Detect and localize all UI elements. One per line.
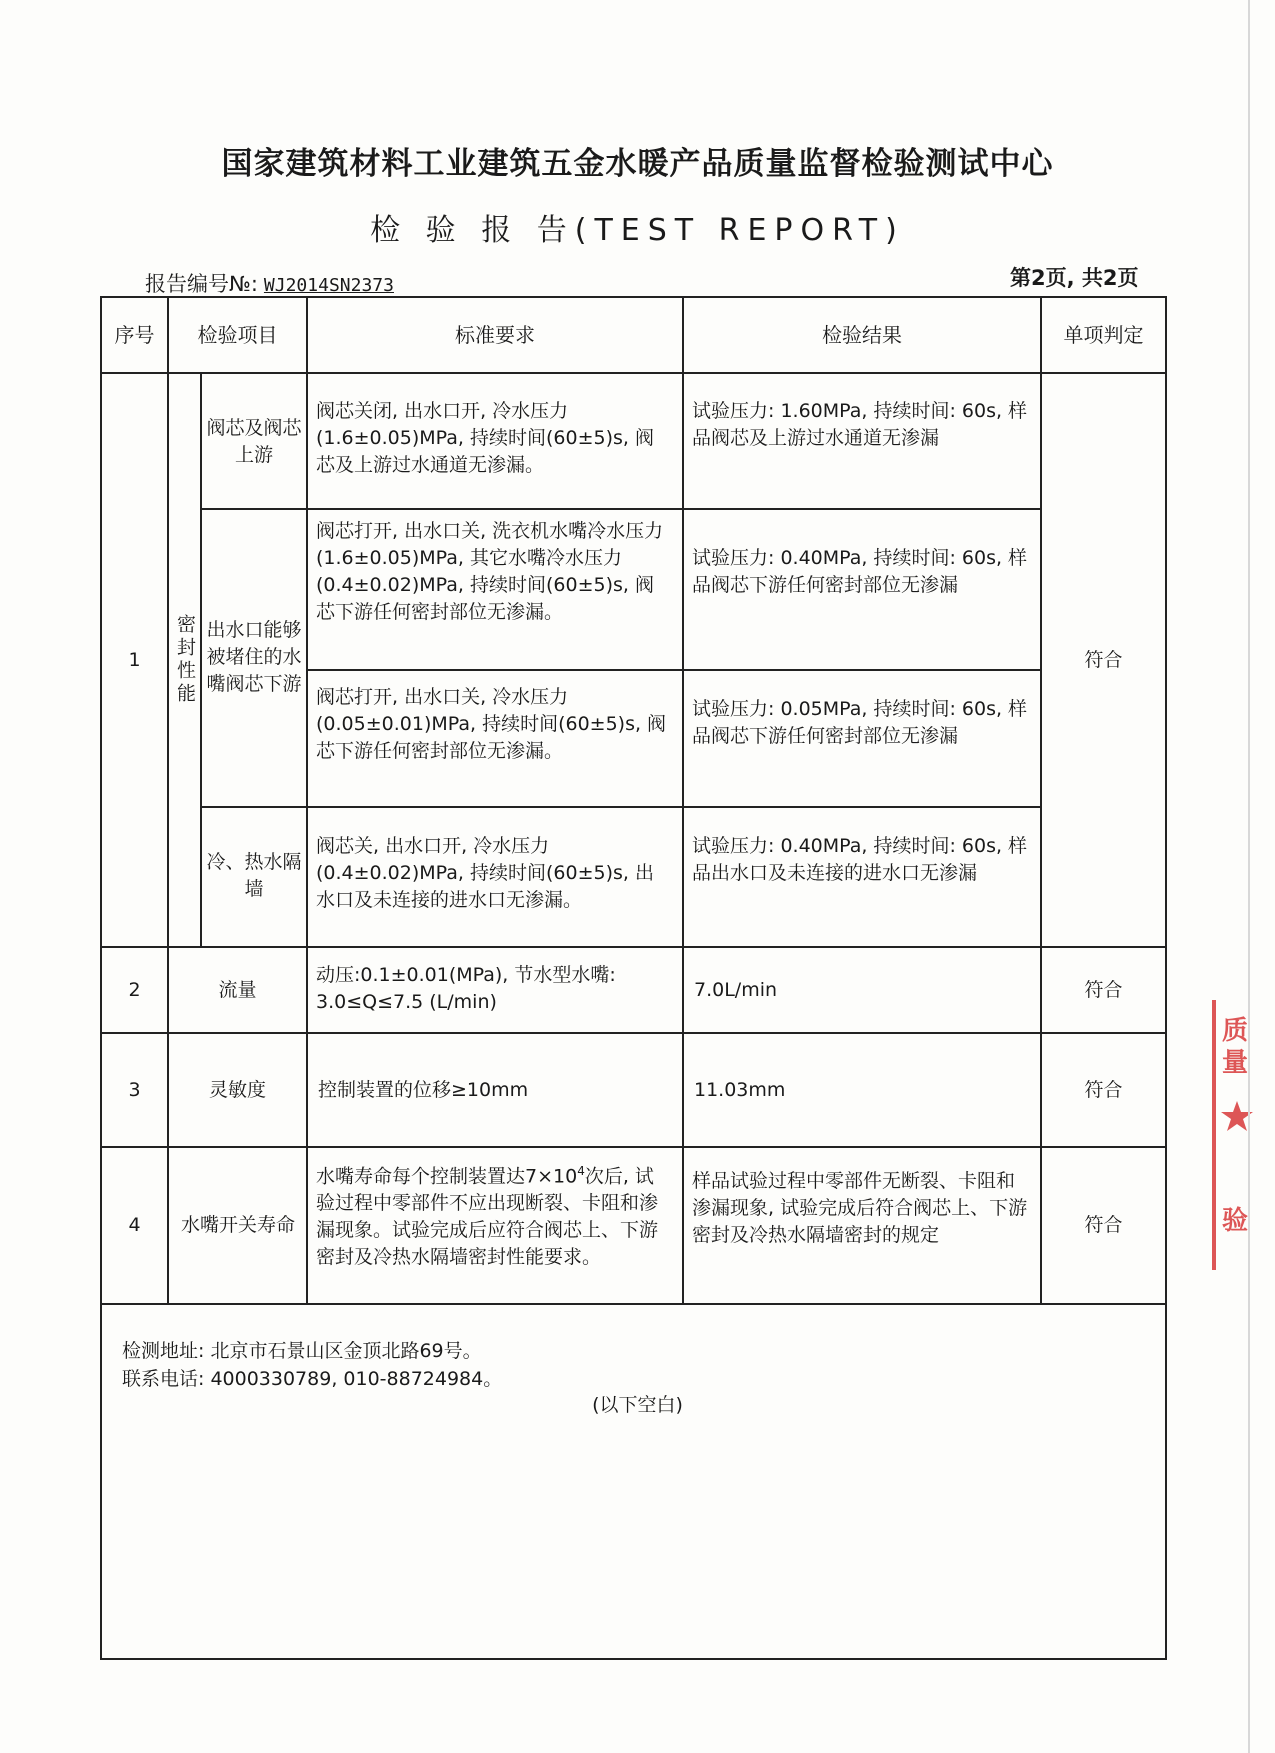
row-2-seq: 2 [128,978,141,1001]
row-4-standard-part-2: 次后, 试验过程中零部件不应出现断裂、卡阻和渗漏现象。试验完成后应符合阀芯上、下游密封及冷热水隔墙密封性能要求。 [316,1165,659,1269]
report-org-title: 国家建筑材料工业建筑五金水暖产品质量监督检验测试中心 [221,146,1054,182]
row-1-subitem-3: 冷、热水隔墙 [206,851,302,900]
row-1-standard-1: 阀芯关闭, 出水口开, 冷水压力(1.6±0.05)MPa, 持续时间(60±5)s, 阀芯及上游过水通道无渗漏。 [316,400,654,476]
row-1-result-2: 试验压力: 0.40MPa, 持续时间: 60s, 样品阀芯下游任何密封部位无渗漏 [692,547,1028,596]
seal-char: 验 [1222,1206,1249,1236]
contact-phone: 联系电话: 4000330789, 010-88724984。 [122,1368,503,1390]
row-4-verdict: 符合 [1084,1214,1123,1236]
row-2-result: 7.0L/min [694,978,778,1001]
row-1-subitem-1: 阀芯及阀芯上游 [206,417,302,466]
header-seq: 序号 [114,322,155,347]
seal-char: 量 [1222,1048,1249,1078]
row-1-subitem-2: 出水口能够被堵住的水嘴阀芯下游 [206,618,302,695]
header-result: 检验结果 [822,322,902,347]
row-4-standard-part-1: 水嘴寿命每个控制装置达7×10 [316,1165,578,1188]
row-2-standard: 动压:0.1±0.01(MPa), 节水型水嘴: 3.0≤Q≤7.5 (L/min) [316,964,616,1013]
row-3-standard: 控制装置的位移≥10mm [318,1078,529,1101]
row-3-item: 灵敏度 [208,1078,266,1101]
row-4-item: 水嘴开关寿命 [180,1214,295,1236]
row-4-seq: 4 [128,1214,141,1236]
report-number [145,268,394,298]
row-1-category [169,374,200,946]
page-edge [1248,0,1250,1753]
row-1-standard-2: 阀芯打开, 出水口关, 洗衣机水嘴冷水压力(1.6±0.05)MPa, 其它水嘴冷水压力(0.4±0.02)MPa, 持续时间(60±5)s, 阀芯下游任何密封部位无渗漏。 [316,520,664,623]
table-divider [100,1303,1167,1305]
row-3-seq: 3 [128,1078,141,1101]
blank-below-note: (以下空白) [592,1394,683,1416]
row-1-result-3: 试验压力: 0.05MPa, 持续时间: 60s, 样品阀芯下游任何密封部位无渗漏 [692,698,1028,747]
row-4-result: 样品试验过程中零部件无断裂、卡阻和渗漏现象, 试验完成后符合阀芯上、下游密封及冷热水隔墙密封的规定 [692,1170,1028,1246]
report-number-value: WJ2014SN2373 [263,275,394,296]
table-divider [200,372,202,946]
report-footer [122,1337,502,1393]
row-2-item: 流量 [218,978,257,1001]
table-divider [200,806,1040,808]
table-divider [306,296,308,1303]
row-1-seq: 1 [128,648,141,671]
table-divider [306,669,1040,671]
header-verdict: 单项判定 [1063,322,1144,347]
header-item: 检验项目 [197,322,278,347]
row-1-standard-3: 阀芯打开, 出水口关, 冷水压力(0.05±0.01)MPa, 持续时间(60±5)s, 阀芯下游任何密封部位无渗漏。 [316,686,667,762]
report-number-label: 报告编号№: [145,272,258,296]
seal-char: 质 [1222,1016,1249,1046]
row-1-result-1: 试验压力: 1.60MPa, 持续时间: 60s, 样品阀芯及上游过水通道无渗漏 [692,400,1028,449]
table-divider [682,296,684,1303]
row-1-category-text: 密封性能 [174,614,196,706]
row-1-standard-4: 阀芯关, 出水口开, 冷水压力(0.4±0.02)MPa, 持续时间(60±5)s, 出水口及未连接的进水口无渗漏。 [316,835,654,911]
row-1-verdict: 符合 [1084,648,1123,671]
row-3-verdict: 符合 [1084,1078,1123,1101]
row-2-verdict: 符合 [1084,978,1123,1001]
row-3-result: 11.03mm [694,1078,786,1101]
header-standard: 标准要求 [455,322,535,347]
row-4-standard-exponent: 4 [577,1164,585,1178]
table-divider [100,372,1167,374]
row-1-result-4: 试验压力: 0.40MPa, 持续时间: 60s, 样品出水口及未连接的进水口无渗漏 [692,835,1028,884]
table-divider [200,508,1040,510]
test-address: 检测地址: 北京市石景山区金顶北路69号。 [122,1340,482,1362]
row-4-standard [316,1158,672,1271]
report-title: 检 验 报 告(TEST REPORT) [370,213,905,248]
page-indicator: 第2页, 共2页 [1010,266,1139,290]
